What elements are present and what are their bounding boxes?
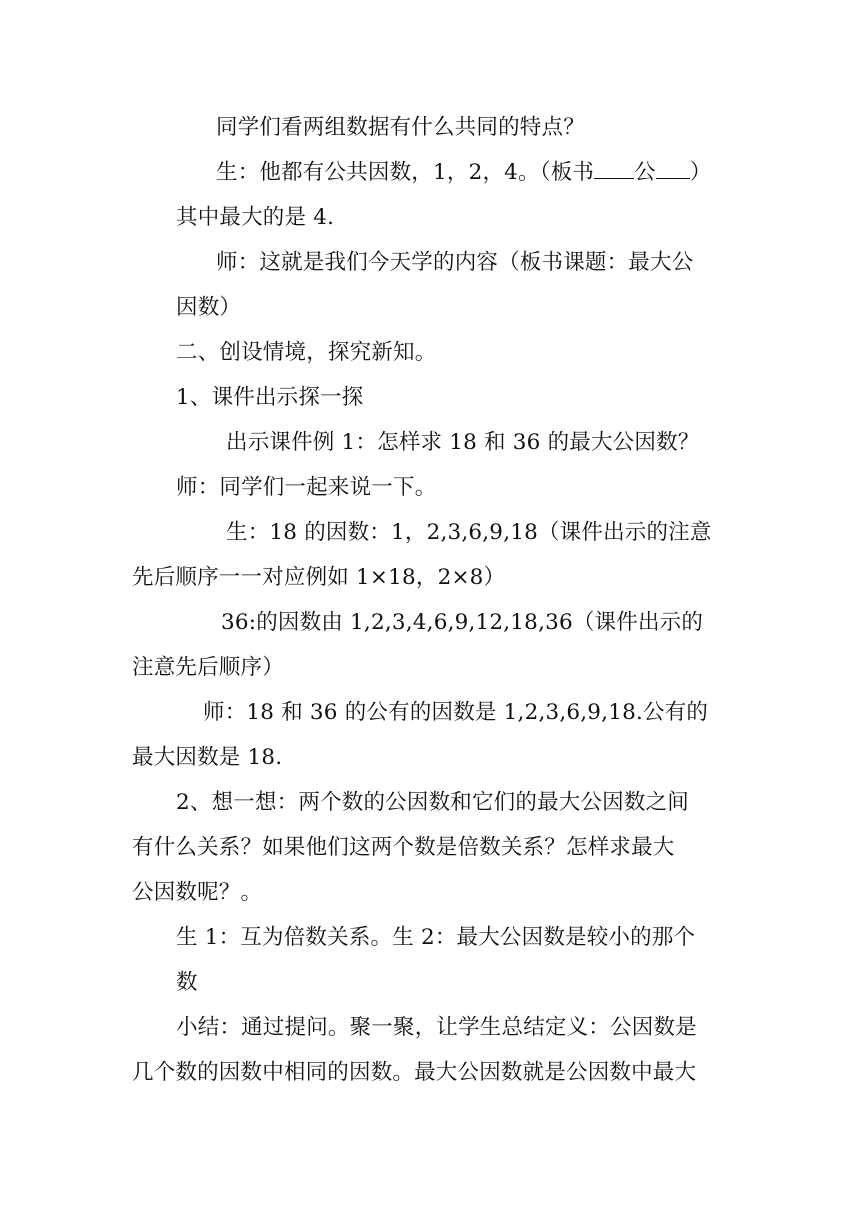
blank-underline	[594, 158, 634, 179]
subsection-heading: 1、课件出示探一探	[176, 385, 364, 410]
blank-underline	[656, 158, 690, 179]
paragraph-line: 师：这就是我们今天学的内容（板书课题：最大公	[216, 250, 694, 275]
paragraph-line: 先后顺序一一对应例如 1×18，2×8）	[132, 565, 506, 590]
paragraph-line: 注意先后顺序）	[132, 655, 284, 680]
paragraph-line: 师：18 和 36 的公有的因数是 1,2,3,6,9,18.公有的	[203, 700, 709, 725]
section-heading: 二、创设情境，探究新知。	[176, 340, 437, 365]
paragraph-line: 同学们看两组数据有什么共同的特点？	[216, 115, 585, 140]
paragraph-line: 有什么关系？如果他们这两个数是倍数关系？怎样求最大	[132, 835, 675, 860]
paragraph-line: 其中最大的是 4.	[176, 205, 335, 230]
paragraph-line: 几个数的因数中相同的因数。最大公因数就是公因数中最大	[132, 1060, 697, 1085]
paragraph-line: 生 1：互为倍数关系。生 2：最大公因数是较小的那个	[176, 925, 696, 950]
paragraph-line: 2、想一想：两个数的公因数和它们的最大公因数之间	[176, 790, 689, 815]
line-text: 公	[634, 160, 656, 185]
paragraph-line: 数	[176, 970, 198, 995]
paragraph-line: 师：同学们一起来说一下。	[176, 475, 437, 500]
paragraph-line: 最大因数是 18.	[132, 745, 283, 770]
line-text: ）	[689, 160, 712, 185]
paragraph-line: 因数）	[176, 295, 242, 320]
paragraph-line	[216, 158, 712, 188]
line-text: 生：他都有公共因数，1，2，4。（板书	[216, 160, 595, 185]
paragraph-line: 出示课件例 1：怎样求 18 和 36 的最大公因数？	[226, 430, 700, 455]
paragraph-line: 小结：通过提问。聚一聚，让学生总结定义：公因数是	[176, 1015, 697, 1040]
paragraph-line: 生：18 的因数：1，2,3,6,9,18（课件出示的注意	[226, 520, 712, 545]
paragraph-line: 36:的因数由 1,2,3,4,6,9,12,18,36（课件出示的	[221, 610, 704, 635]
paragraph-line: 公因数呢？。	[132, 880, 263, 905]
